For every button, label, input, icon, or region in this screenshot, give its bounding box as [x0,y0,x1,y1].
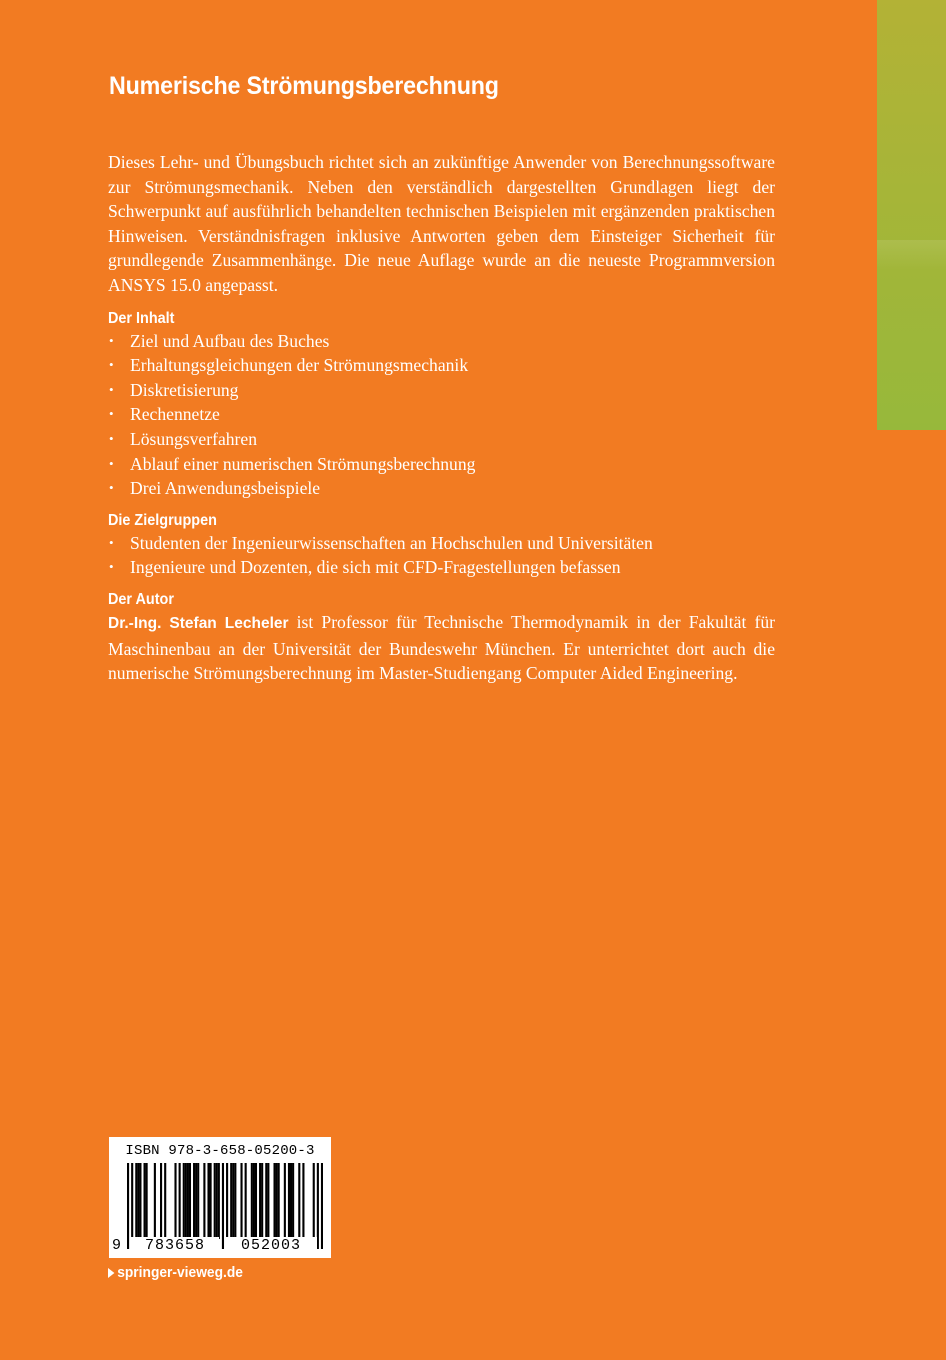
barcode-bar [185,1163,187,1239]
book-title: Numerische Strömungsberechnung [109,72,499,100]
barcode-bar [203,1163,205,1239]
contents-heading: Der Inhalt [108,309,175,327]
barcode-bar [278,1163,280,1239]
audience-item: • Ingenieure und Dozenten, die sich mit CFD-Fragestellungen befassen [108,555,775,580]
barcode-bar [137,1163,139,1239]
barcode-bar [207,1163,209,1239]
barcode-bar [222,1163,224,1249]
barcode-bar [197,1163,199,1239]
barcode-bar [144,1163,146,1239]
contents-item: • Lösungsverfahren [108,427,775,452]
barcode-bar [240,1163,242,1239]
audience-heading: Die Zielgruppen [108,511,217,529]
isbn-label: ISBN 978-3-658-05200-3 [125,1143,315,1159]
barcode-bar [160,1163,162,1239]
author-heading: Der Autor [108,590,174,608]
barcode-bar [255,1163,257,1239]
barcode-bar [146,1163,148,1239]
isbn-barcode [109,1137,331,1258]
barcode-bar [302,1163,304,1239]
barcode-bar [245,1163,247,1239]
contents-item: • Drei Anwendungsbeispiele [108,476,775,501]
contents-item: • Diskretisierung [108,378,775,403]
barcode-bar [164,1163,166,1239]
barcode-bar [317,1163,319,1249]
ean-right-digits: 052003 [225,1237,317,1254]
side-band-ridge [877,240,946,270]
side-color-band [877,0,946,430]
author-name: Dr.-Ing. Stefan Lecheler [108,614,289,632]
ean-first-digit: 9 [112,1237,122,1254]
arrow-right-icon [108,1268,114,1278]
barcode-bar [292,1163,294,1239]
publisher-link[interactable] [108,1264,243,1281]
barcode-bar [284,1163,286,1239]
barcode-bar [189,1163,191,1239]
barcode-bar [174,1163,176,1239]
contents-item: • Ziel und Aufbau des Buches [108,329,775,354]
barcode-bar [290,1163,292,1239]
contents-item: • Ablauf einer numerischen Strömungsberechnung [108,452,775,477]
barcode-bar [210,1163,212,1239]
barcode-bar [214,1163,216,1239]
book-description: Dieses Lehr- und Übungsbuch richtet sich an zukünftige Anwender von Berechnungssoftware zur Strömungsmechanik. Neben den verständlich dargestellten Grundlagen liegt der Schwerpunkt auf ausführlich behandelten technischen Beispielen mit ergänzenden praktischen Hinweisen. Verständnisfragen inklusive Antworten geben dem Einsteiger Sicherheit für grundlegende Zusammenhänge. Die neue Auflage wurde an die neueste Programmversion ANSYS 15.0 angepasst. [108,152,775,295]
barcode-bar [259,1163,261,1239]
back-cover-text [108,150,775,686]
ean-left-digits: 783658 [131,1237,219,1254]
barcode-bar [154,1163,156,1239]
contents-item: • Rechennetze [108,402,775,427]
barcode-bar [187,1163,189,1239]
author-bio [108,610,775,686]
barcode-bar [253,1163,255,1239]
barcode-bar [298,1163,300,1239]
barcode-bar [135,1163,137,1239]
audience-item: • Studenten der Ingenieurwissenschaften an Hochschulen und Universitäten [108,531,775,556]
barcode-bar [321,1163,323,1249]
barcode-bar [183,1163,185,1239]
barcode-bar [195,1163,197,1239]
barcode-bar [288,1163,290,1239]
barcode-bar [232,1163,234,1239]
barcode-bar [234,1163,236,1239]
audience-list [108,531,775,580]
barcode-bar [276,1163,278,1239]
author-bio-text: ist Professor für Technische Thermodynamik in der Fakultät für Maschinenbau an der Universität der Bundeswehr München. Er unterrichtet dort auch die numerische Strömungsberechnung im Master-Studiengang Computer Aided Engineering. [108,611,775,684]
barcode-bar [273,1163,275,1239]
barcode-bar [313,1163,315,1239]
barcode-bar [261,1163,263,1239]
barcode-bar [267,1163,269,1239]
barcode-bar [251,1163,253,1239]
barcode-bar [179,1163,181,1239]
contents-list [108,329,775,501]
barcode-bar [127,1163,129,1249]
publisher-url: springer-vieweg.de [117,1264,243,1281]
barcode-bar [139,1163,141,1239]
barcode-bar [265,1163,267,1239]
barcode-bar [218,1163,220,1239]
barcode-bar [193,1163,195,1239]
contents-item: • Erhaltungsgleichungen der Strömungsmechanik [108,353,775,378]
barcode-bar [216,1163,218,1239]
barcode-bar [230,1163,232,1239]
